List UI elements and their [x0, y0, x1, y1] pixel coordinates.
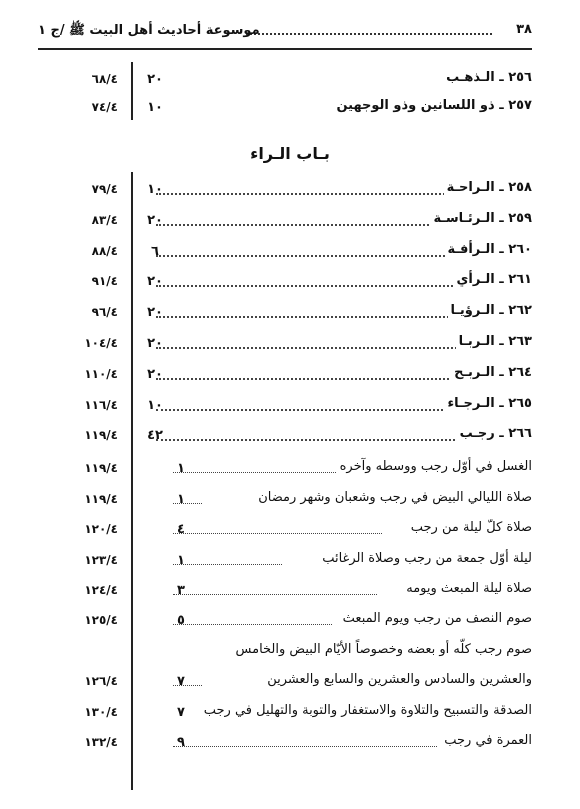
entry-title: ٢٦٤ ـ الـربـح: [451, 365, 532, 380]
entry-row: [38, 392, 532, 420]
entry-row: [38, 361, 532, 389]
entry-page-ref: ١٢٣/٤: [84, 553, 118, 567]
entry-title: صلاة ليلة المبعث ويومه: [403, 581, 532, 596]
leader-dots: [156, 439, 467, 441]
entry-hadith-count: ٦: [151, 244, 159, 259]
entry-title: العمرة في رجب: [441, 733, 532, 748]
entry-row: [38, 176, 532, 204]
entry-row: [38, 422, 532, 450]
entry-page-ref: ٨٣/٤: [91, 213, 118, 227]
entry-hadith-count: ٢٠: [147, 213, 163, 228]
entry-title: الصدقة والتسبيح والتلاوة والاستغفار والتوبة والتهليل في رجب: [201, 703, 532, 718]
sub-entry-row: [38, 699, 532, 727]
sub-entry-row: [38, 455, 532, 483]
entry-hadith-count: ٧: [177, 705, 185, 720]
entry-title: صلاة الليالي البيض في رجب وشعبان وشهر رمضان: [255, 490, 532, 505]
entry-row: [38, 238, 532, 266]
entry-hadith-count: ١: [177, 553, 185, 568]
entry-page-ref: ٩١/٤: [91, 274, 118, 288]
entry-title: ٢٥٩ ـ الـرئـاسـة: [431, 211, 533, 226]
leader-dots: [156, 285, 477, 287]
entry-title: ٢٥٨ ـ الـراحـة: [444, 180, 532, 195]
entry-title: ٢٦٥ ـ الـرجـاء: [444, 396, 532, 411]
entry-title: ٢٦٠ ـ الـرأفـة: [445, 242, 532, 257]
leader-dots: [156, 409, 467, 411]
entry-hadith-count: ٢٠: [147, 336, 163, 351]
page-header: [38, 22, 532, 42]
entry-page-ref: ١٢٥/٤: [84, 613, 118, 627]
leader-dots: [156, 193, 472, 195]
leader-dots: [156, 316, 472, 318]
leader-dots: [173, 746, 437, 747]
entry-hadith-count: ٢٠: [147, 305, 163, 320]
entry-page-ref: ١١٩/٤: [84, 428, 118, 442]
entry-hadith-count: ٢٠: [147, 72, 163, 87]
running-title: موسوعة أحاديث أهل البيت ﷺ /ج ١: [38, 23, 260, 38]
entry-page-ref: ١٣٢/٤: [84, 735, 118, 749]
section-title: بـاب الـراء: [250, 144, 330, 163]
leader-dots: [173, 533, 382, 534]
entry-page-ref: ١٣٠/٤: [84, 705, 118, 719]
entry-hadith-count: ١: [177, 492, 185, 507]
entry-hadith-count: ١: [177, 461, 185, 476]
entry-page-ref: ٨٨/٤: [91, 244, 118, 258]
entry-hadith-count: ٧: [177, 674, 185, 689]
sub-entry-row: [38, 547, 532, 575]
entry-title: ٢٥٧ ـ ذو اللسانين وذو الوجهين: [333, 98, 532, 113]
sub-entry-row: [38, 668, 532, 696]
entry-row: [38, 94, 532, 122]
entry-page-ref: ٧٩/٤: [91, 182, 118, 196]
sub-entry-row: [38, 638, 532, 666]
sub-entry-row: [38, 729, 532, 757]
page-number: ٣٨: [516, 22, 532, 37]
entry-hadith-count: ٢٠: [147, 367, 163, 382]
entry-page-ref: ١٢٦/٤: [84, 674, 118, 688]
entry-row: [38, 207, 532, 235]
sub-entry-row: [38, 516, 532, 544]
entry-hadith-count: ٢٠: [147, 274, 163, 289]
entry-row: [38, 299, 532, 327]
entry-page-ref: ١١٠/٤: [84, 367, 118, 381]
entry-title: ٢٦٣ ـ الـربـا: [456, 334, 532, 349]
entry-page-ref: ٦٨/٤: [91, 72, 118, 86]
entry-hadith-count: ١٠: [147, 100, 163, 115]
sub-entry-row: [38, 607, 532, 635]
entry-title: ٢٥٦ ـ الـذهـب: [443, 70, 532, 85]
header-leader-dots: [246, 33, 492, 35]
entry-title: صلاة كلّ ليلة من رجب: [408, 520, 532, 535]
entry-row: [38, 330, 532, 358]
entry-page-ref: ١١٩/٤: [84, 461, 118, 475]
entry-hadith-count: ١٠: [147, 398, 163, 413]
entry-title: والعشرين والسادس والعشرين والسابع والعشرين: [264, 672, 532, 687]
leader-dots: [156, 378, 472, 380]
entry-page-ref: ٩٦/٤: [91, 305, 118, 319]
header-rule: [38, 48, 532, 50]
leader-dots: [156, 347, 477, 349]
entry-page-ref: ١٢٠/٤: [84, 522, 118, 536]
entry-hadith-count: ٣: [177, 583, 185, 598]
entry-page-ref: ١١٦/٤: [84, 398, 118, 412]
entry-page-ref: ١٢٤/٤: [84, 583, 118, 597]
leader-dots: [156, 255, 472, 257]
entry-hadith-count: ٤: [177, 522, 185, 537]
entry-page-ref: ٧٤/٤: [91, 100, 118, 114]
entry-title: ٢٦٢ ـ الـرؤيـا: [448, 303, 532, 318]
entry-hadith-count: ٥: [177, 613, 185, 628]
leader-dots: [173, 594, 377, 595]
sub-entry-row: [38, 486, 532, 514]
entry-row: [38, 66, 532, 94]
leader-dots: [156, 224, 452, 226]
entry-hadith-count: ٩: [177, 735, 185, 750]
entry-title: صوم رجب كلّه أو بعضه وخصوصاً الأيّام البيض والخامس: [233, 642, 532, 657]
entry-hadith-count: ١٠: [147, 182, 163, 197]
sub-entry-row: [38, 577, 532, 605]
entry-title: الغسل في أوّل رجب ووسطه وآخره: [337, 459, 532, 474]
entry-title: ٢٦١ ـ الـرأي: [453, 272, 532, 287]
entry-hadith-count: ٤٢: [147, 428, 163, 443]
entry-row: [38, 268, 532, 296]
entry-page-ref: ١١٩/٤: [84, 492, 118, 506]
entry-title: ٢٦٦ ـ رجـب: [457, 426, 532, 441]
entry-title: صوم النصف من رجب ويوم المبعث: [340, 611, 532, 626]
entry-page-ref: ١٠٤/٤: [84, 336, 118, 350]
entry-title: ليلة أوّل جمعة من رجب وصلاة الرغائب: [319, 551, 532, 566]
